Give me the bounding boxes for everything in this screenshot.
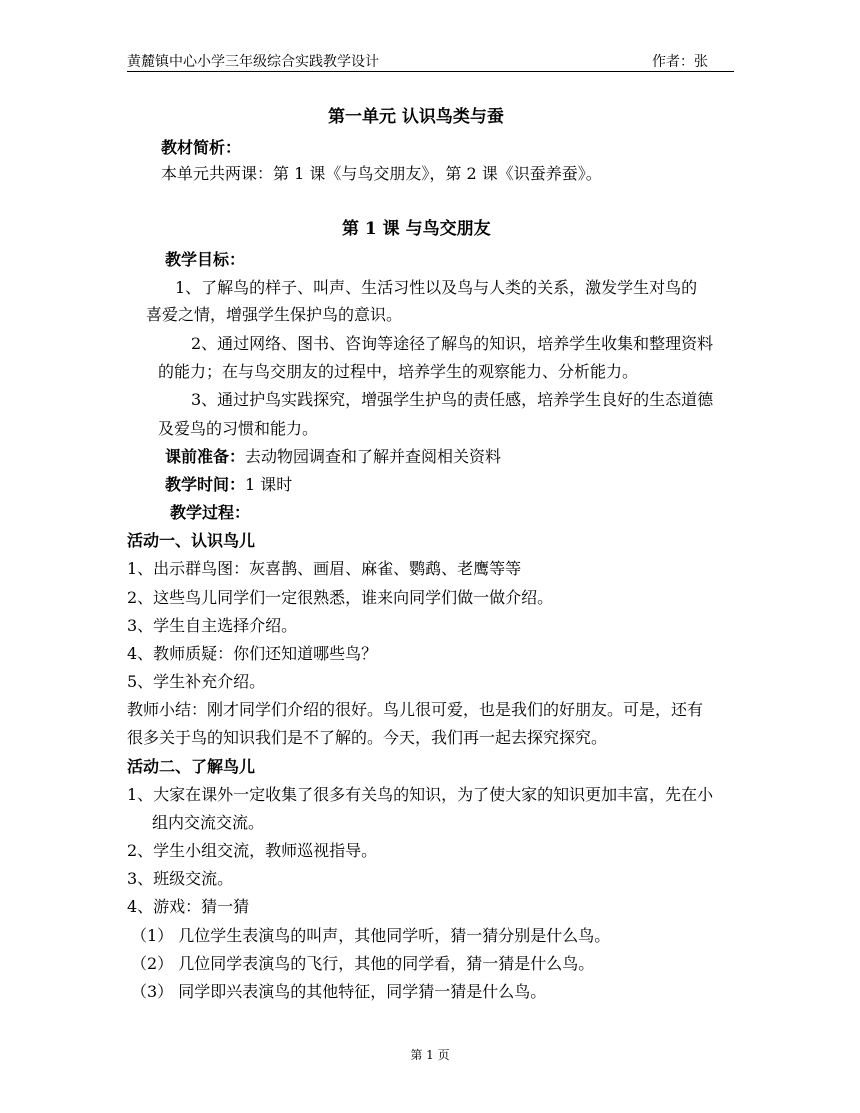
prep-text: 去动物园调查和了解并查阅相关资料 [245, 447, 502, 466]
header-author: 作者：张 [652, 54, 708, 70]
time-line [165, 474, 292, 496]
game-sub-item-3: （3） 同学即兴表演鸟的其他特征，同学猜一猜是什么鸟。 [131, 982, 547, 1001]
goals-heading: 教学目标： [165, 250, 246, 269]
activity-1-summary-line-1: 教师小结：刚才同学们介绍的很好。鸟儿很可爱，也是我们的好朋友。可是，还有 [127, 700, 704, 719]
goal-1-line-1: 1、了解鸟的样子、叫声、生活习性以及鸟与人类的关系，激发学生对鸟的 [175, 278, 698, 297]
activity-2-item-4: 4、游戏：猜一猜 [127, 897, 250, 916]
page-number: 第 1 页 [410, 1048, 450, 1062]
activity-2-item-1-line-1: 1、大家在课外一定收集了很多有关鸟的知识，为了使大家的知识更加丰富，先在小 [127, 785, 714, 804]
activity-1-item: 3、学生自主选择介绍。 [127, 616, 298, 635]
intro-text: 本单元共两课：第 1 课《与鸟交朋友》，第 2 课《识蚕养蚕》。 [161, 164, 602, 183]
lesson-title: 第 1 课 与鸟交朋友 [342, 219, 491, 239]
prep-line [165, 446, 501, 468]
activity-1-heading: 活动一、认识鸟儿 [127, 531, 256, 550]
unit-title: 第一单元 认识鸟类与蚕 [328, 107, 504, 127]
activity-2-item-3: 3、班级交流。 [127, 869, 234, 888]
goal-2-line-1: 2、通过网络、图书、咨询等途径了解鸟的知识，培养学生收集和整理资料 [191, 334, 714, 353]
goal-2-line-2: 的能力；在与鸟交朋友的过程中，培养学生的观察能力、分析能力。 [158, 362, 639, 381]
activity-2-item-1-line-2: 组内交流交流。 [152, 813, 265, 832]
goal-1-line-2: 喜爱之情，增强学生保护鸟的意识。 [146, 305, 403, 324]
activity-1-item: 2、这些鸟儿同学们一定很熟悉，谁来向同学们做一做介绍。 [127, 588, 554, 607]
activity-2-heading: 活动二、了解鸟儿 [127, 757, 256, 776]
prep-label: 课前准备： [165, 447, 246, 466]
activity-2-item-2: 2、学生小组交流，教师巡视指导。 [127, 841, 378, 860]
game-sub-item-2: （2） 几位同学表演鸟的飞行，其他的同学看，猜一猜是什么鸟。 [131, 954, 595, 973]
activity-1-summary-line-2: 很多关于鸟的知识我们是不了解的。今天，我们再一起去探究探究。 [127, 728, 608, 747]
intro-heading: 教材简析： [161, 138, 242, 157]
header-school-title: 黄麓镇中心小学三年级综合实践教学设计 [127, 54, 379, 70]
time-text: 1 课时 [245, 475, 293, 494]
activity-1-item: 4、教师质疑：你们还知道哪些鸟？ [127, 644, 378, 663]
process-heading: 教学过程： [170, 503, 251, 522]
game-sub-item-1: （1） 几位学生表演鸟的叫声，其他同学听，猜一猜分别是什么鸟。 [131, 926, 611, 945]
time-label: 教学时间： [165, 475, 246, 494]
goal-3-line-1: 3、通过护鸟实践探究，增强学生护鸟的责任感，培养学生良好的生态道德 [191, 390, 714, 409]
page-header [127, 49, 734, 72]
activity-1-item: 1、出示群鸟图：灰喜鹊、画眉、麻雀、鹦鹉、老鹰等等 [127, 559, 522, 578]
activity-1-item: 5、学生补充介绍。 [127, 672, 266, 691]
goal-3-line-2: 及爱鸟的习惯和能力。 [158, 419, 319, 438]
